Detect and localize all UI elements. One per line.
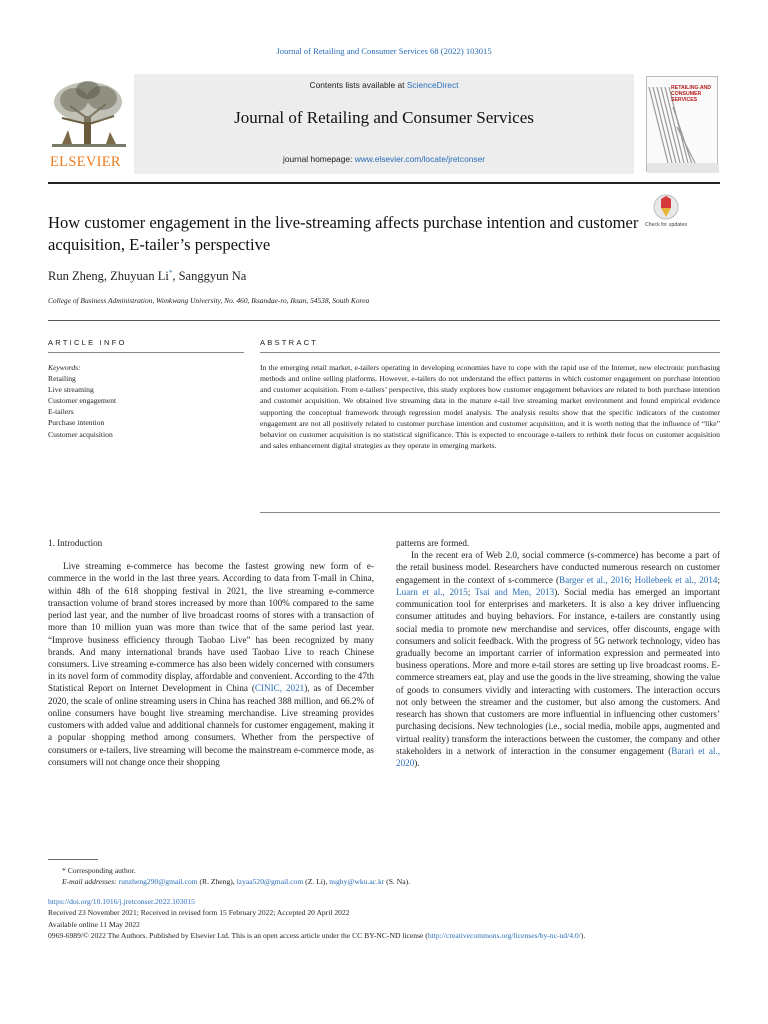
body-column-left [48, 537, 374, 768]
citation-link[interactable]: Barari et al., 2020 [396, 745, 720, 768]
citation-link[interactable]: Luarn et al., 2015 [396, 586, 468, 597]
citation-link[interactable]: CINIC, 2021 [254, 683, 305, 694]
journal-title: Journal of Retailing and Consumer Services [234, 108, 534, 127]
check-updates-label: Check for updates [644, 222, 688, 228]
article-title: How customer engagement in the live-streaming affects purchase intention and customer acquisition, E-tailer’s perspective [48, 213, 639, 254]
keyword-item: Customer acquisition [48, 429, 113, 439]
body-column-right [396, 537, 720, 769]
keyword-item: Purchase intention [48, 418, 105, 428]
license-statement: 0969-6989/© 2022 The Authors. Published by Elsevier Ltd. This is an open access article under the CC BY-NC-ND license (http://creativecommons.org/licenses/by-nc-nd/4.0/). [48, 931, 586, 941]
author-list: Run Zheng, Zhuyuan Li*, Sanggyun Na [48, 269, 247, 284]
available-online: Available online 11 May 2022 [48, 919, 140, 929]
email-addresses: E-mail addresses: runzheng290@gmail.com (R. Zheng), lzyaa520@gmail.com (Z. Li), nsghy@wku.ac.kr (S. Na). [62, 877, 411, 887]
keyword-item: Live streaming [48, 385, 94, 395]
email-link[interactable]: nsghy@wku.ac.kr [329, 877, 385, 887]
elsevier-tree-logo [48, 78, 130, 152]
check-for-updates-button[interactable] [644, 193, 688, 233]
journal-header [48, 74, 720, 174]
keyword-item: Customer engagement [48, 396, 117, 406]
intro-paragraph-1: Live streaming e-commerce has become the fastest growing new form of e-commerce in the world in the last three years. According to data from T-mall in China, within 48h of the 618 shopping festival in 2021, the live streaming e-commerce transaction volume of brand stores increased by more than 100% compared to the same period last year, and the number of live broadcast rooms of stores with a transaction of more than 10 million yuan was more than twice that of the same period last year. “Improve business efficiency through Taobao Live” has been recognized by many brands. And many international brands have used Taobao Live to reach Chinese consumers. Live streaming e-commerce has also been widely concerned with consumers in its novel form of commodity display, affordable and convenient. According to the 47th Statistical Report on Internet Development in China (CINIC, 2021), as of December 2020, the scale of online streaming users in China has reached 388 million, and 66.2% of online consumers have bought live streaming merchandise. Live streaming provides customers with added value and additional channels for customer engagement, making it a popular shopping method among consumers. Whether from the perspective of consumers or e-tailers, live streaming will become the mainstream e-commerce mode, as consumers will not change once their shopping [48, 561, 375, 767]
cover-title: RETAILING AND CONSUMER SERVICES [671, 85, 712, 103]
sciencedirect-link[interactable]: ScienceDirect [406, 80, 459, 90]
elsevier-logo [48, 78, 130, 172]
abstract-text: In the emerging retail market, e-tailers operating in developing economies have to cope with the rapid use of the Internet, new electronic purchasing methods and online selling platforms. However, e-tailers do not understand the effect patterns in which customer engagement on purchase intention and customer acquisition. From e-tailers’ perspective, this study explores how customer engagement behaviors are related to both purchase intention and customer acquisition. We obtained live streaming data in the mature e-tail live streaming market environment and found empirical evidence supporting the conceptual framework through regression model analysis. The analysis results show that the specific indicators of the customer engagement are not all positively related to customer purchase intention and customer acquisition, and it is worth noting that the influence of “like” behavior on customer acquisition is no statistical significance. This is expected to encourage e-tailers to rethink their focus on customer acquisition and sales enhancement digital strategies as they operate in emerging markets. [260, 363, 720, 451]
journal-cover-thumbnail [646, 76, 718, 172]
footnotes [48, 865, 720, 941]
header-rule [48, 182, 720, 184]
footnote-rule [48, 859, 98, 860]
citation-link[interactable]: Barger et al., 2016 [559, 574, 630, 585]
journal-citation[interactable]: Journal of Retailing and Consumer Services 68 (2022) 103015 [276, 46, 492, 56]
homepage-line: journal homepage: www.elsevier.com/locate/jretconser [282, 154, 486, 164]
header-banner [134, 74, 634, 174]
keywords-list [48, 362, 116, 440]
corresponding-author-note: * Corresponding author. [62, 866, 136, 875]
homepage-link[interactable]: www.elsevier.com/locate/jretconser [354, 154, 486, 164]
corresponding-author-mark[interactable]: * [168, 269, 173, 277]
contents-line: Contents lists available at ScienceDirect [309, 80, 459, 90]
article-info-rule [48, 352, 244, 353]
email-link[interactable]: lzyaa520@gmail.com [236, 877, 304, 887]
email-link[interactable]: runzheng290@gmail.com [118, 877, 198, 887]
abstract-heading: ABSTRACT [260, 338, 319, 347]
title-rule [48, 320, 720, 321]
section-heading-introduction: 1. Introduction [48, 538, 103, 548]
intro-paragraph-continued: patterns are formed. [396, 538, 470, 548]
keyword-item: E-tailers [48, 407, 74, 417]
affiliation: College of Business Administration, Wonkwang University, No. 460, Iksandae-ro, Iksan, 54538, South Korea [48, 296, 370, 305]
license-link[interactable]: http://creativecommons.org/licenses/by-nc-nd/4.0/ [427, 931, 581, 941]
article-info-heading: ARTICLE INFO [48, 338, 127, 347]
doi-link[interactable]: https://doi.org/10.1016/j.jretconser.2022.103015 [48, 896, 195, 906]
keyword-item: Retailing [48, 374, 76, 384]
citation-link[interactable]: Hollebeek et al., 2014 [634, 574, 718, 585]
intro-paragraph-2: In the recent era of Web 2.0, social commerce (s-commerce) has become a part of the retail business model. Researchers have conducted numerous research on customer engagement in the context of s-commerce (Barger et al., 2016; Hollebeek et al., 2014; Luarn et al., 2015; Tsai and Men, 2013). Social media has emerged an important communication tool for enterprises and marketers. It is also a key driver influencing consumer attitudes and buying behaviors. For instance, e-tailers are constantly using social media to promote new merchandise and services, offer discounts, engage with consumers and solicit feedback. With the progress of 5G network technology, video has gradually become an important carrier of information expression and permeated into business operations. More and more e-tail stores are setting up live broadcast rooms. E-commerce streamers eat, play and use the goods in the live streaming, showing the value of goods to consumers vividly and interacting with customers. The interaction occurs not only between the streamer and the customer, but also among the customers. And research has shown that customers are more influential in influencing other customers’ purchasing decisions. New technologies (i.e., social media, mobile apps, augmented and virtual reality) transform the interactions between the customer, the company and other stakeholders in a network of interaction in the consumer engagement (Barari et al., 2020). [396, 550, 720, 768]
received-dates: Received 23 November 2021; Received in revised form 15 February 2022; Accepted 20 April 2022 [48, 908, 350, 918]
check-for-updates-icon [644, 193, 688, 233]
keywords-label: Keywords: [48, 363, 81, 372]
abstract-bottom-rule [260, 512, 720, 513]
publisher-name: ELSEVIER [50, 154, 121, 170]
citation-link[interactable]: Tsai and Men, 2013 [474, 586, 555, 597]
abstract-rule [260, 352, 720, 353]
